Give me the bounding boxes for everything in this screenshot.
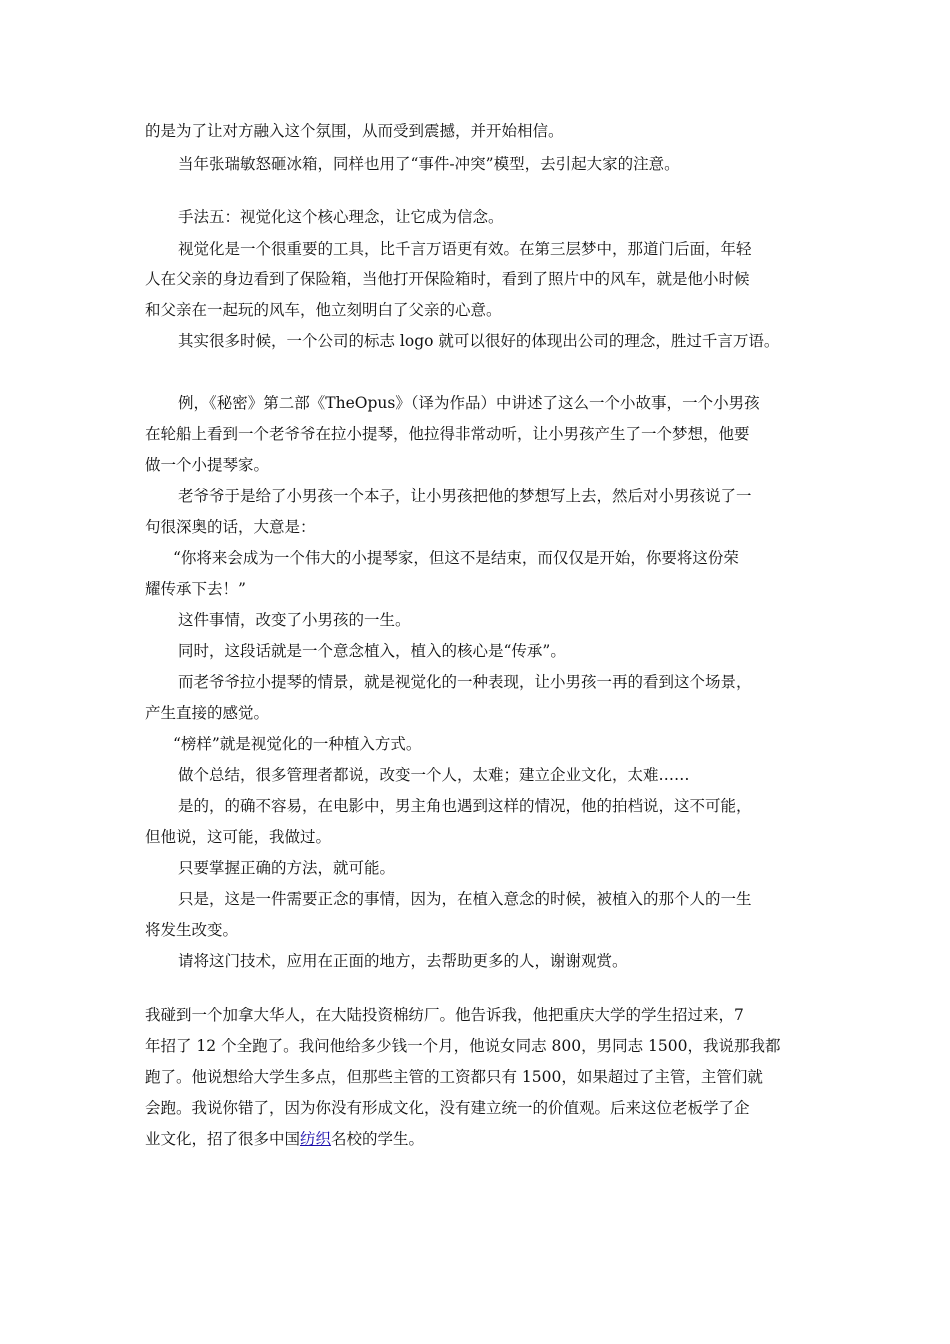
text-segment: 业文化，招了很多中国	[145, 1130, 301, 1148]
text-line: 句很深奥的话，大意是：	[145, 518, 316, 536]
text-line: 是的，的确不容易，在电影中，男主角也遇到这样的情况，他的拍档说，这不可能，	[178, 797, 752, 815]
text-line: 年招了 12 个全跑了。我问他给多少钱一个月，他说女同志 800，男同志 1500，我说那我都	[145, 1037, 781, 1055]
text-line: 其实很多时候，一个公司的标志 logo 就可以很好的体现出公司的理念，胜过千言万语。	[178, 332, 780, 350]
text-line: 人在父亲的身边看到了保险箱，当他打开保险箱时，看到了照片中的风车，就是他小时候	[145, 270, 750, 288]
text-line: 的是为了让对方融入这个氛围，从而受到震撼，并开始相信。	[145, 122, 564, 140]
text-line-with-link	[145, 1129, 424, 1149]
text-line: 跑了。他说想给大学生多点，但那些主管的工资都只有 1500，如果超过了主管，主管们就	[145, 1068, 763, 1086]
section-heading: 手法五：视觉化这个核心理念，让它成为信念。	[178, 208, 504, 226]
text-line: 这件事情，改变了小男孩的一生。	[178, 611, 411, 629]
text-line: 但他说，这可能，我做过。	[145, 828, 332, 846]
text-line: 将发生改变。	[145, 921, 239, 939]
text-line: 只是，这是一件需要正念的事情，因为，在植入意念的时候，被植入的那个人的一生	[178, 890, 752, 908]
text-line: 耀传承下去！”	[145, 580, 246, 598]
text-line: 而老爷爷拉小提琴的情景，就是视觉化的一种表现，让小男孩一再的看到这个场景，	[178, 673, 752, 691]
text-line: 会跑。我说你错了，因为你没有形成文化，没有建立统一的价值观。后来这位老板学了企	[145, 1099, 750, 1117]
text-line: 做个总结，很多管理者都说，改变一个人，太难；建立企业文化，太难……	[178, 766, 690, 784]
text-line: 当年张瑞敏怒砸冰箱，同样也用了“事件-冲突”模型，去引起大家的注意。	[178, 155, 680, 173]
text-line: 同时，这段话就是一个意念植入，植入的核心是“传承”。	[178, 642, 566, 660]
text-line: 做一个小提琴家。	[145, 456, 270, 474]
text-line: 视觉化是一个很重要的工具，比千言万语更有效。在第三层梦中，那道门后面，年轻	[178, 240, 752, 258]
text-line: 在轮船上看到一个老爷爷在拉小提琴，他拉得非常动听，让小男孩产生了一个梦想，他要	[145, 425, 750, 443]
text-line: 和父亲在一起玩的风车，他立刻明白了父亲的心意。	[145, 301, 502, 319]
text-line: “榜样”就是视觉化的一种植入方式。	[173, 735, 422, 753]
text-line: 例，《秘密》第二部《TheOpus》（译为作品）中讲述了这么一个小故事，一个小男孩	[178, 394, 760, 412]
text-line: 只要掌握正确的方法，就可能。	[178, 859, 396, 877]
text-line: 老爷爷于是给了小男孩一个本子，让小男孩把他的梦想写上去，然后对小男孩说了一	[178, 487, 752, 505]
text-line: 请将这门技术，应用在正面的地方，去帮助更多的人，谢谢观赏。	[178, 952, 628, 970]
text-line: “你将来会成为一个伟大的小提琴家，但这不是结束，而仅仅是开始，你要将这份荣	[173, 549, 739, 567]
text-segment: 名校的学生。	[331, 1130, 425, 1148]
textile-link[interactable]: 纺织	[300, 1130, 332, 1148]
text-line: 我碰到一个加拿大华人，在大陆投资棉纺厂。他告诉我，他把重庆大学的学生招过来，7	[145, 1006, 744, 1024]
text-line: 产生直接的感觉。	[145, 704, 270, 722]
